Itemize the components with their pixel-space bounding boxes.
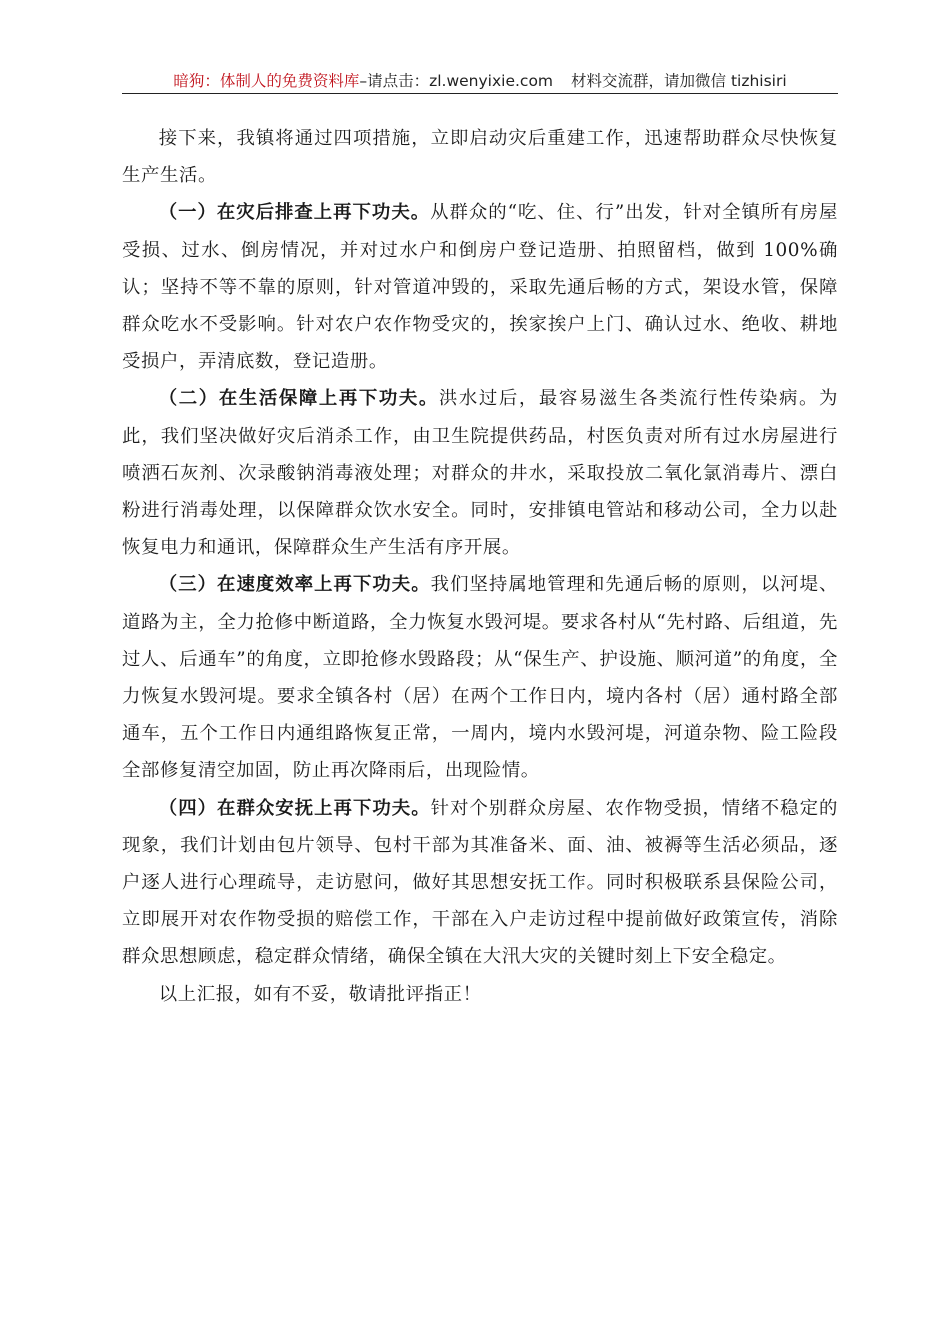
- header-url-link[interactable]: zl.wenyixie.com: [429, 72, 554, 90]
- paragraph-2-title: （二）在生活保障上再下功夫。: [158, 388, 439, 410]
- page-header: [122, 70, 838, 92]
- header-site-name: 暗狗：体制人的免费资料库: [173, 72, 360, 90]
- paragraph-2: [122, 380, 838, 566]
- paragraph-3: [122, 566, 838, 789]
- paragraph-2-text: 洪水过后，最容易滋生各类流行性传染病。为此，我们坚决做好灾后消杀工作，由卫生院提供药品，村医负责对所有过水房屋进行喷洒石灰剂、次录酸钠消毒液处理；对群众的井水，采取投放二氧化氯消毒片、漂白粉进行消毒处理，以保障群众饮水安全。同时，安排镇电管站和移动公司，全力以赴恢复电力和通讯，保障群众生产生活有序开展。: [122, 388, 838, 559]
- paragraph-4-title: （四）在群众安抚上再下功夫。: [158, 797, 431, 819]
- paragraph-1: [122, 194, 838, 380]
- header-contact: 材料交流群，请加微信 tizhisiri: [571, 72, 787, 90]
- paragraph-4: [122, 790, 838, 976]
- paragraph-3-text: 我们坚持属地管理和先通后畅的原则，以河堤、道路为主，全力抢修中断道路，全力恢复水毁河堤。要求各村从“先村路、后组道，先过人、后通车”的角度，立即抢修水毁路段；从“保生产、护设施、顺河道”的角度，全力恢复水毁河堤。要求全镇各村（居）在两个工作日内，境内各村（居）通村路全部通车，五个工作日内通组路恢复正常，一周内，境内水毁河堤，河道杂物、险工险段全部修复清空加固，防止再次降雨后，出现险情。: [122, 574, 838, 782]
- header-click-prompt: –请点击：: [359, 72, 430, 90]
- header-divider: [122, 93, 838, 94]
- paragraph-1-title: （一）在灾后排查上再下功夫。: [158, 202, 431, 224]
- paragraph-1-text: 从群众的“吃、住、行”出发，针对全镇所有房屋受损、过水、倒房情况，并对过水户和倒房户登记造册、拍照留档，做到 100%确认；坚持不等不靠的原则，针对管道冲毁的，采取先通后畅的方式，架设水管，保障群众吃水不受影响。针对农户农作物受灾的，挨家挨户上门、确认过水、绝收、耕地受损户，弄清底数，登记造册。: [122, 202, 838, 373]
- paragraph-closing: 以上汇报，如有不妥，敬请批评指正！: [158, 983, 482, 1005]
- document-body: [122, 120, 838, 1013]
- paragraph-intro: 接下来，我镇将通过四项措施，立即启动灾后重建工作，迅速帮助群众尽快恢复生产生活。: [122, 128, 838, 187]
- paragraph-3-title: （三）在速度效率上再下功夫。: [158, 574, 431, 596]
- paragraph-4-text: 针对个别群众房屋、农作物受损，情绪不稳定的现象，我们计划由包片领导、包村干部为其准备米、面、油、被褥等生活必须品，逐户逐人进行心理疏导，走访慰问，做好其思想安抚工作。同时积极联系县保险公司，立即展开对农作物受损的赔偿工作，干部在入户走访过程中提前做好政策宣传，消除群众思想顾虑，稳定群众情绪，确保全镇在大汛大灾的关键时刻上下安全稳定。: [122, 797, 838, 968]
